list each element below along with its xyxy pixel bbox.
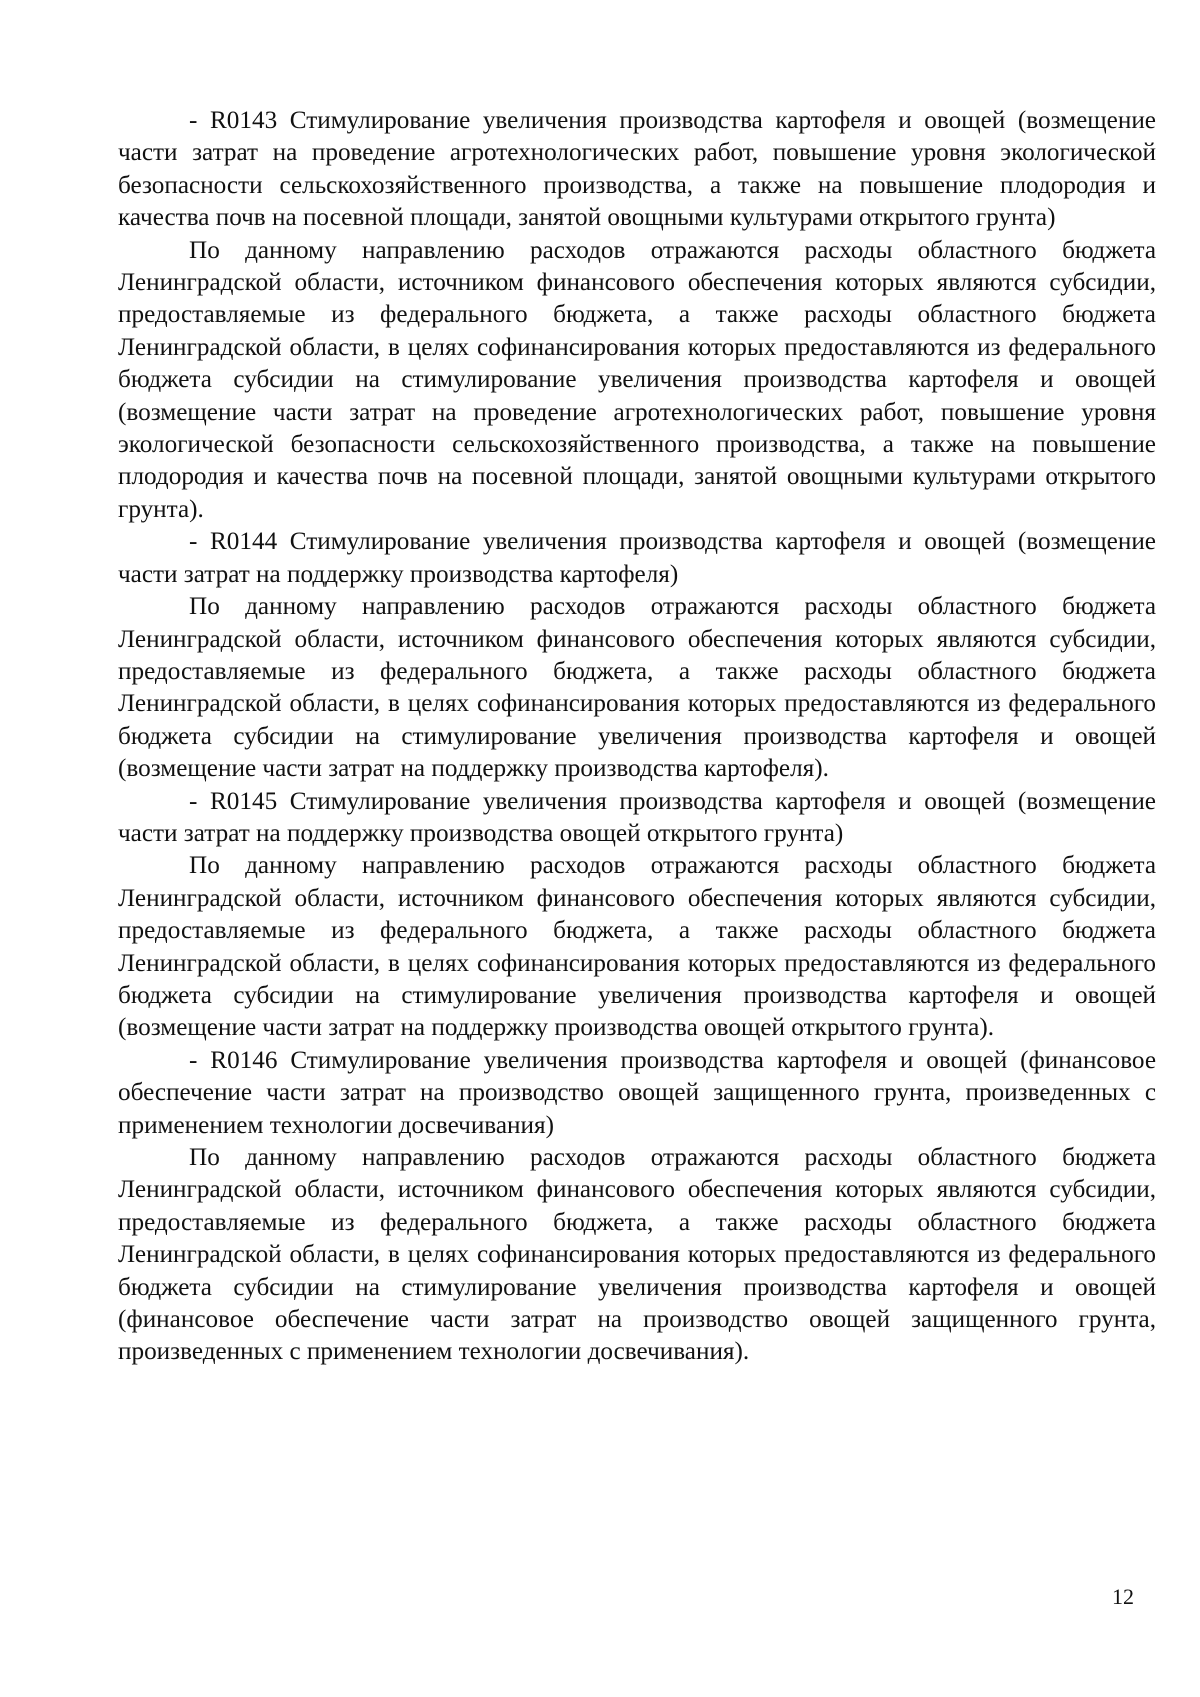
description-r0143: По данному направлению расходов отражаются расходы областного бюджета Ленинградской области, источником финансового обеспечения которых являются субсидии, предоставляемые из федерального бюджета, а также расходы областного бюджета Ленинградской области, в целях софинансирования которых предоставляются из федерального бюджета субсидии на стимулирование увеличения производства картофеля и овощей (возмещение части затрат на проведение агротехнологических работ, повышение уровня экологической безопасности сельскохозяйственного производства, а также на повышение плодородия и качества почв на посевной площади, занятой овощными культурами открытого грунта). [118, 236, 1156, 523]
heading-r0145: - R0145 Стимулирование увеличения производства картофеля и овощей (возмещение части затрат на поддержку производства овощей открытого грунта) [118, 787, 1156, 847]
page-number: 12 [1112, 1584, 1134, 1609]
heading-r0144: - R0144 Стимулирование увеличения производства картофеля и овощей (возмещение части затрат на поддержку производства картофеля) [118, 528, 1156, 588]
description-r0146: По данному направлению расходов отражаются расходы областного бюджета Ленинградской области, источником финансового обеспечения которых являются субсидии, предоставляемые из федерального бюджета, а также расходы областного бюджета Ленинградской области, в целях софинансирования которых предоставляются из федерального бюджета субсидии на стимулирование увеличения производства картофеля и овощей (финансовое обеспечение части затрат на производство овощей защищенного грунта, произведенных с применением технологии досвечивания). [118, 1144, 1156, 1366]
description-r0145: По данному направлению расходов отражаются расходы областного бюджета Ленинградской области, источником финансового обеспечения которых являются субсидии, предоставляемые из федерального бюджета, а также расходы областного бюджета Ленинградской области, в целях софинансирования которых предоставляются из федерального бюджета субсидии на стимулирование увеличения производства картофеля и овощей (возмещение части затрат на поддержку производства овощей открытого грунта). [118, 852, 1156, 1042]
document-page [118, 105, 1156, 1369]
heading-r0146: - R0146 Стимулирование увеличения производства картофеля и овощей (финансовое обеспечение части затрат на производство овощей защищенного грунта, произведенных с применением технологии досвечивания) [118, 1046, 1156, 1139]
description-r0144: По данному направлению расходов отражаются расходы областного бюджета Ленинградской области, источником финансового обеспечения которых являются субсидии, предоставляемые из федерального бюджета, а также расходы областного бюджета Ленинградской области, в целях софинансирования которых предоставляются из федерального бюджета субсидии на стимулирование увеличения производства картофеля и овощей (возмещение части затрат на поддержку производства картофеля). [118, 593, 1156, 783]
heading-r0143: - R0143 Стимулирование увеличения производства картофеля и овощей (возмещение части затрат на проведение агротехнологических работ, повышение уровня экологической безопасности сельскохозяйственного производства, а также на повышение плодородия и качества почв на посевной площади, занятой овощными культурами открытого грунта) [118, 107, 1156, 232]
